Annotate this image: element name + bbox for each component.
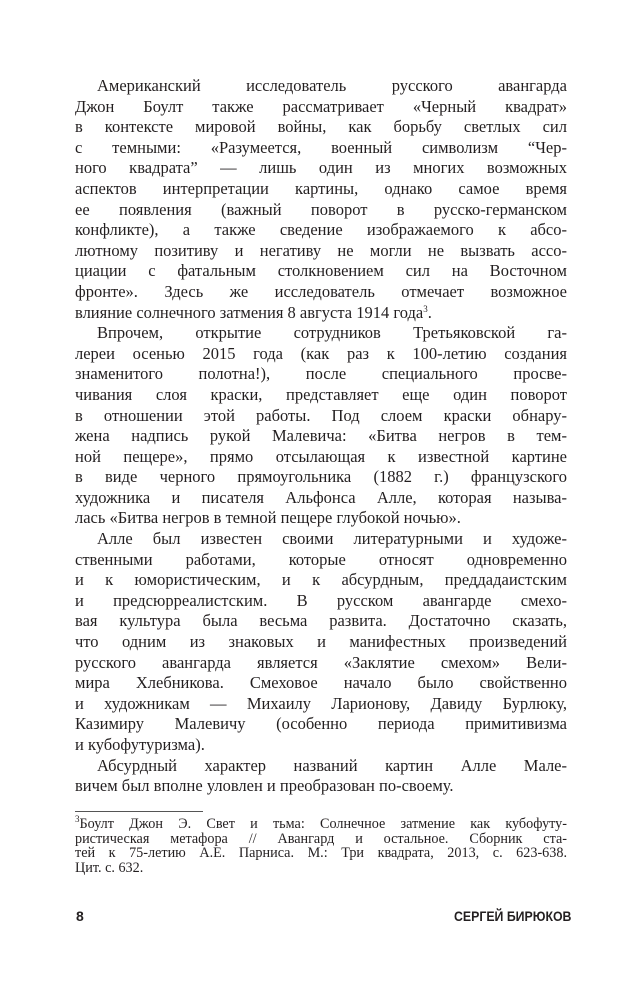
footnote [75,814,567,876]
text-line: Джон Боулт также рассматривает «Черный квадрат» [75,96,567,116]
text-line: ной пещере», прямо отсылающая к известной картине [75,446,567,466]
text-line: ее появления (важный поворот в русско-германском [75,199,567,219]
footnote-divider [75,811,203,812]
text-line: в контексте мировой войны, как борьбу светлых сил [75,117,567,137]
text-line: ного квадрата” — лишь один из многих возможных [75,158,567,178]
text-line: Алле был известен своими литературными и художе- [97,529,567,549]
text-line: знаменитого полотна!), после специального просве- [75,364,567,384]
paragraph [75,756,567,797]
paragraph [75,323,567,529]
text-line: лась «Битва негров в темной пещере глубокой ночью». [75,508,461,528]
text-line: в отношении этой работы. Под слоем краски обнару- [75,405,567,425]
footnote-line: тей к 75-летию А.Е. Парниса. М.: Три квадрата, 2013, с. 623-638. [75,845,567,862]
text-line: циации с фатальным столкновением сил на Восточном [75,261,567,281]
text-line: жена надпись рукой Малевича: «Битва негров в тем- [75,426,567,446]
text-line: что одним из знаковых и манифестных произведений [75,632,567,652]
text-line: Впрочем, открытие сотрудников Третьяковской га- [97,323,567,343]
text-line: лереи осенью 2015 года (как раз к 100-летию создания [75,343,567,363]
text-line: фронте». Здесь же исследователь отмечает возможное [75,281,567,301]
text-line: Абсурдный характер названий картин Алле Мале- [97,755,567,775]
text-line: и предсюрреалистским. В русском авангарде смехо- [75,590,567,610]
text-line: ственными работами, которые относят одновременно [75,549,567,569]
text-line: аспектов интерпретации картины, однако самое время [75,178,567,198]
text-line: вичем был вполне уловлен и преобразован по-своему. [75,776,454,796]
text-line [75,303,567,324]
text-line: Казимиру Малевичу (особенно периода примитивизма [75,714,567,734]
page-number: 8 [76,908,84,924]
text-line: и к юмористическим, и к абсурдным, преддадаистским [75,570,567,590]
footnote-text: Боулт Джон Э. Свет и тьма: Солнечное затмение как кубофуту- [79,816,567,832]
text-line: художника и писателя Альфонса Алле, которая называ- [75,487,567,507]
footnote-line: ристическая метафора // Авангард и остальное. Сборник ста- [75,830,567,847]
text-line: вая культура была весьма развита. Достаточно сказать, [75,611,567,631]
paragraph [75,529,567,756]
text-line: мира Хлебникова. Смеховое начало было свойственно [75,673,567,693]
footnote-mark: 3 [75,814,80,824]
text-line: конфликте), а также сведение изображаемого к абсо- [75,220,567,240]
text-line: с темными: «Разумеется, военный символизм “Чер- [75,137,567,157]
footnote-reference[interactable]: 3 [423,303,428,314]
text-line-content: влияние солнечного затмения 8 августа 1914 года [75,302,424,322]
text-line: лютному позитиву и негативу не могли не вызвать ассо- [75,240,567,260]
footnote-line [75,814,567,832]
text-line: русского авангарда является «Заклятие смехом» Вели- [75,652,567,672]
running-footer-author: СЕРГЕЙ БИРЮКОВ [453,908,571,924]
body-text [75,76,567,797]
punctuation: . [427,302,432,322]
text-line: в виде черного прямоугольника (1882 г.) французского [75,467,567,487]
paragraph [75,76,567,323]
text-line: и художникам — Михаилу Ларионову, Давиду Бурлюку, [75,693,567,713]
text-line: и кубофутуризма). [75,735,205,754]
text-line: Американский исследователь русского авангарда [97,76,567,95]
footnote-line: Цит. с. 632. [75,859,144,876]
text-line: чивания слоя краски, представляет еще один поворот [75,384,567,404]
